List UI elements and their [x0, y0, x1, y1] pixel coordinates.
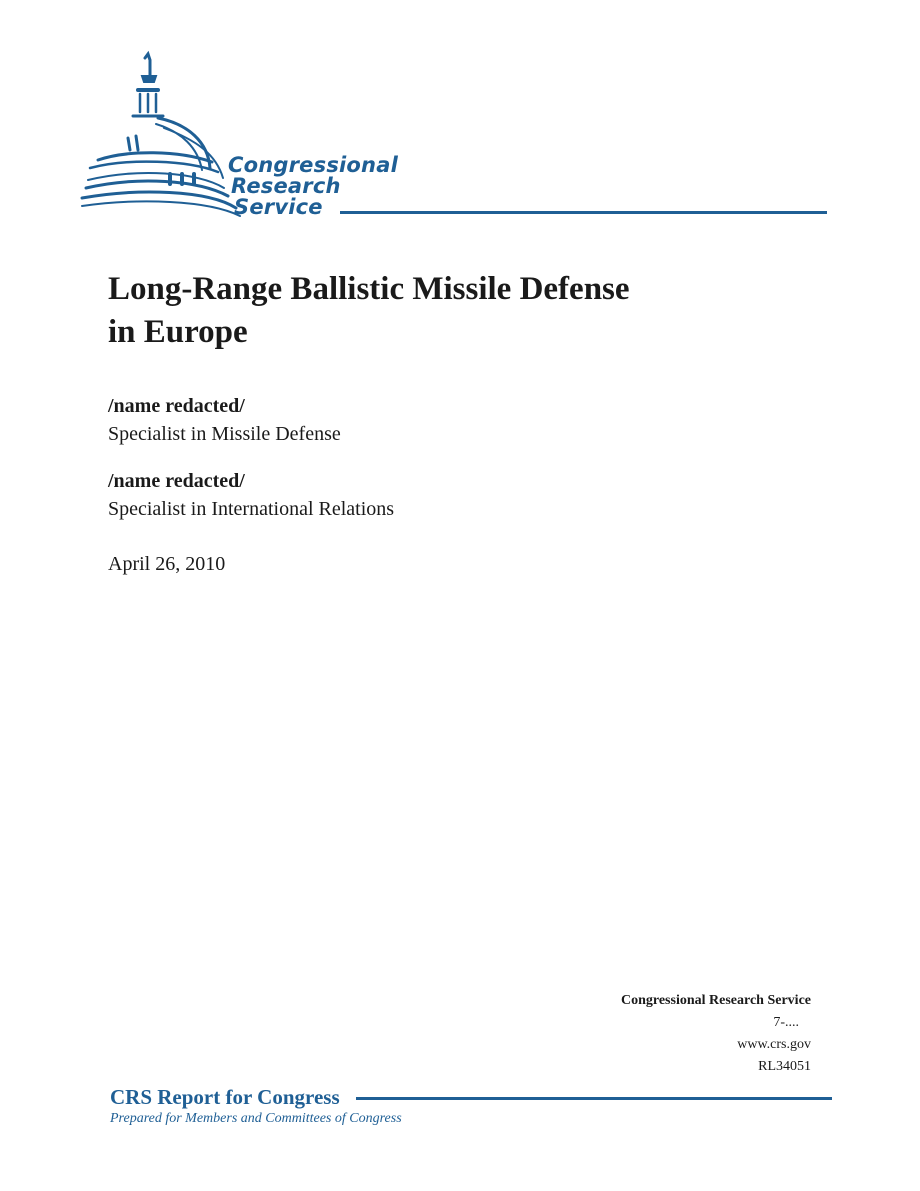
- logo-line-3: Service: [234, 195, 323, 219]
- crs-contact-block: [621, 990, 811, 1078]
- report-date: April 26, 2010: [108, 553, 226, 575]
- author-2-name: /name redacted/: [108, 470, 245, 492]
- crs-website-link[interactable]: www.crs.gov: [737, 1037, 811, 1052]
- report-title-line-1: Long-Range Ballistic Missile Defense: [108, 271, 630, 307]
- author-1-role: Specialist in Missile Defense: [108, 423, 341, 445]
- footer-subtitle: Prepared for Members and Committees of Congress: [110, 1111, 402, 1126]
- logo-divider-rule: [340, 211, 827, 214]
- report-title: [108, 268, 788, 354]
- footer-divider-rule: [356, 1097, 832, 1100]
- crs-organization: Congressional Research Service: [620, 993, 811, 1008]
- logo-line-1: Congressional: [228, 153, 398, 177]
- crs-report-number: RL34051: [758, 1059, 811, 1074]
- logo-wordmark: [228, 155, 398, 218]
- report-title-line-2: in Europe: [108, 314, 248, 350]
- logo-line-2: Research: [231, 174, 341, 198]
- footer-title: CRS Report for Congress: [110, 1085, 340, 1109]
- author-1-name: /name redacted/: [108, 395, 245, 417]
- crs-phone: 7-....: [773, 1015, 799, 1030]
- capitol-dome-icon: [78, 50, 838, 230]
- author-2-role: Specialist in International Relations: [108, 498, 395, 520]
